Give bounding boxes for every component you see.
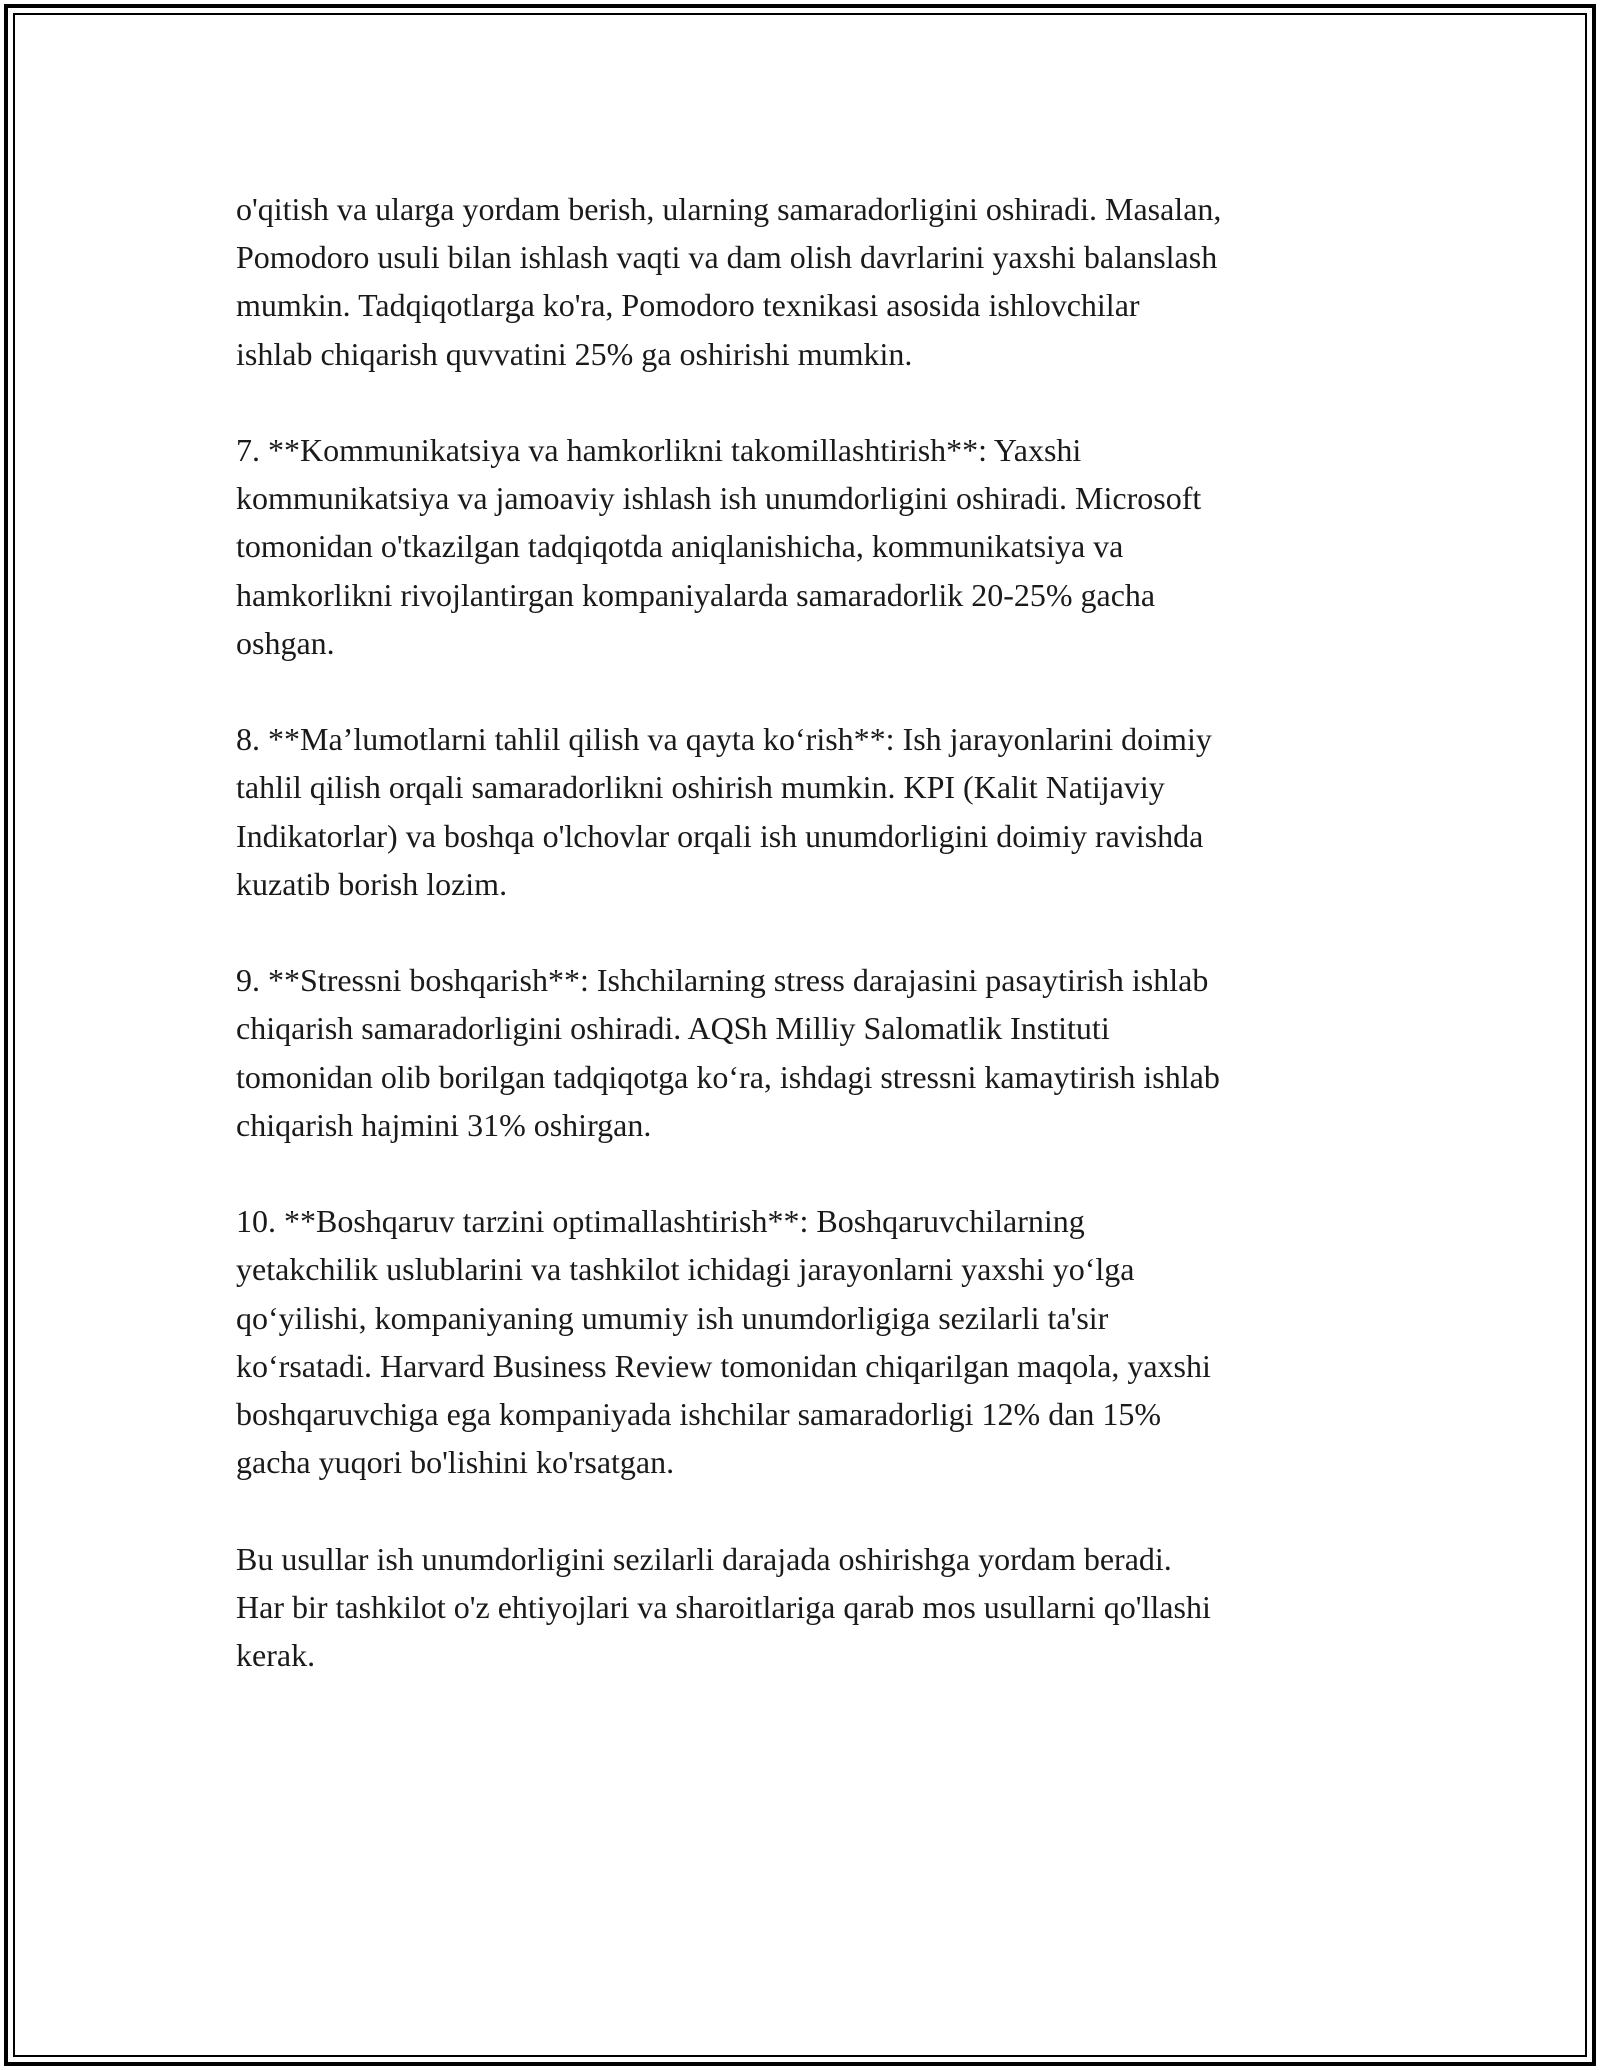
text-line: kuzatib borish lozim. [236,865,508,902]
text-line: gacha yuqori bo'lishini ko'rsatgan. [236,1444,675,1481]
text-line: chiqarish hajmini 31% oshirgan. [236,1106,652,1143]
text-line: 9. **Stressni boshqarish**: Ishchilarning stress darajasini pasaytirish ishlab [236,962,1209,999]
text-line: 8. **Ma’lumotlarni tahlil qilish va qayta ko‘rish**: Ish jarayonlarini doimiy [236,721,1212,758]
text-line: chiqarish samaradorligini oshiradi. AQSh Milliy Salomatlik Instituti [236,1010,1110,1047]
paragraph-item-9 [236,956,1376,1149]
text-line: ishlab chiqarish quvvatini 25% ga oshirishi mumkin. [236,335,913,372]
text-line: Bu usullar ish unumdorligini sezilarli darajada oshirishga yordam beradi. [236,1540,1172,1577]
text-line: 7. **Kommunikatsiya va hamkorlikni takomillashtirish**: Yaxshi [236,432,1082,468]
text-line: Indikatorlar) va boshqa o'lchovlar orqali ish unumdorligini doimiy ravishda [236,817,1204,854]
text-line: boshqaruvchiga ega kompaniyada ishchilar samaradorligi 12% dan 15% [236,1396,1162,1433]
text-line: Har bir tashkilot o'z ehtiyojlari va sharoitlariga qarab mos usullarni qo'llashi [236,1588,1211,1625]
text-line: tomonidan olib borilgan tadqiqotga ko‘ra, ishdagi stressni kamaytirish ishlab [236,1058,1220,1095]
text-line: kommunikatsiya va jamoaviy ishlash ish unumdorligini oshiradi. Microsoft [236,480,1202,517]
paragraph-pomodoro [236,185,1376,378]
text-line: Pomodoro usuli bilan ishlash vaqti va dam olish davrlarini yaxshi balanslash [236,239,1218,276]
text-line: tomonidan o'tkazilgan tadqiqotda aniqlanishicha, kommunikatsiya va [236,528,1124,565]
text-line: kerak. [236,1637,316,1674]
text-line: mumkin. Tadqiqotlarga ko'ra, Pomodoro texnikasi asosida ishlovchilar [236,287,1140,324]
text-line: yetakchilik uslublarini va tashkilot ichidagi jarayonlarni yaxshi yo‘lga [236,1251,1135,1288]
text-line: o'qitish va ularga yordam berish, ularning samaradorligini oshiradi. Masalan, [236,191,1222,227]
text-line: ko‘rsatadi. Harvard Business Review tomonidan chiqarilgan maqola, yaxshi [236,1347,1211,1384]
text-line: tahlil qilish orqali samaradorlikni oshirish mumkin. KPI (Kalit Natijaviy [236,769,1165,806]
text-line: oshgan. [236,624,335,661]
paragraph-item-10 [236,1197,1376,1486]
paragraph-conclusion [236,1535,1376,1680]
document-body [236,185,1376,1727]
text-line: hamkorlikni rivojlantirgan kompaniyalarda samaradorlik 20-25% gacha [236,576,1156,613]
text-line: 10. **Boshqaruv tarzini optimallashtirish**: Boshqaruvchilarning [236,1203,1085,1240]
paragraph-item-8 [236,715,1376,908]
text-line: qo‘yilishi, kompaniyaning umumiy ish unumdorligiga sezilarli ta'sir [236,1299,1109,1336]
paragraph-item-7 [236,426,1376,667]
